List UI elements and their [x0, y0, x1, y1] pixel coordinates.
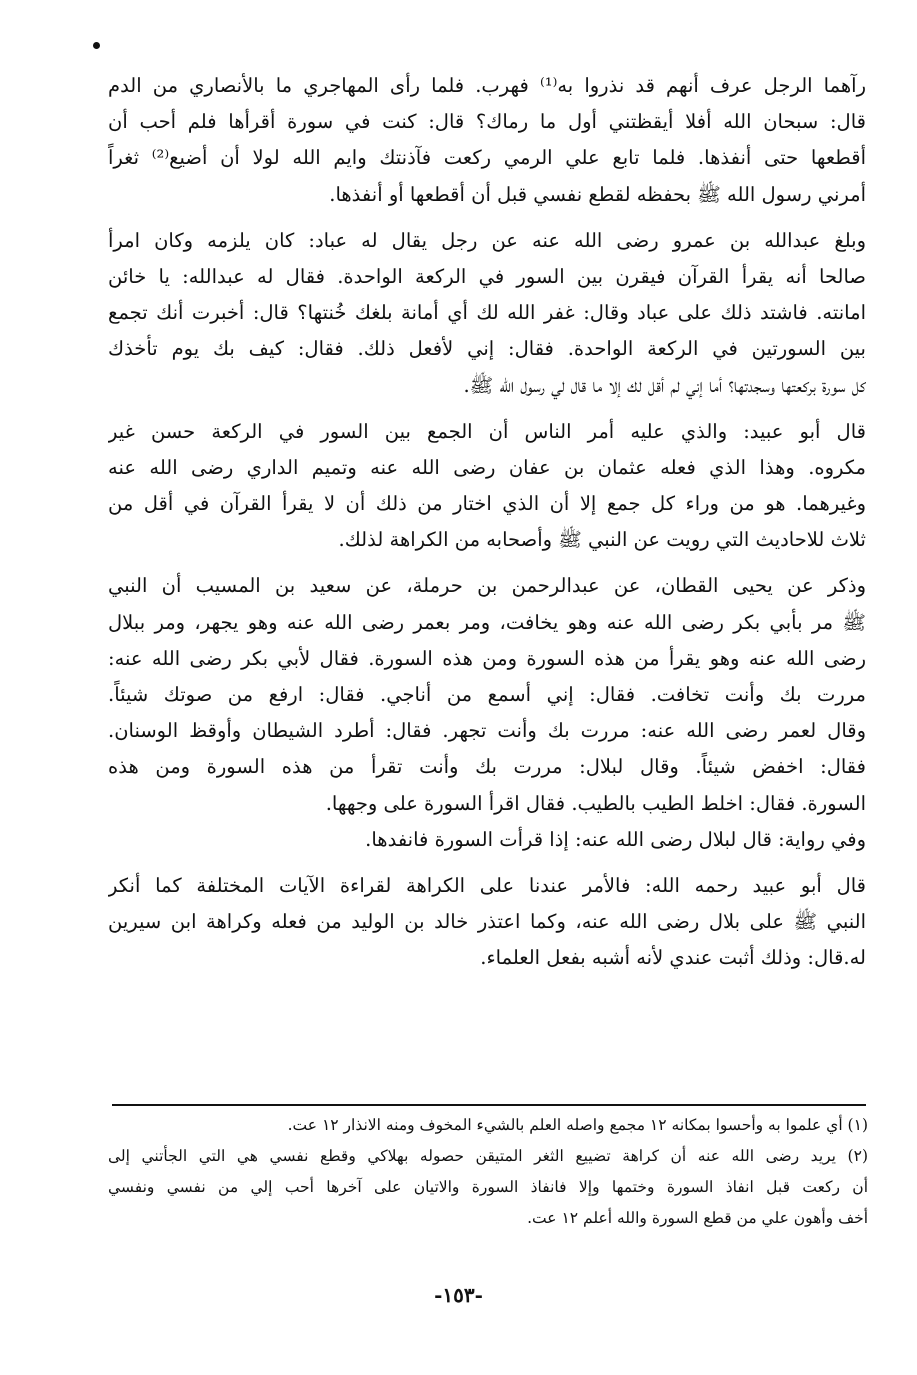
text-line: مكروه. وهذا الذي فعله عثمان بن عفان رضى الله عنه وتميم الداري رضى الله عنه	[108, 455, 866, 479]
paragraph-5	[108, 868, 866, 977]
footnote-line: (١) أي علموا به وأحسوا بمكانه ١٢ مجمع واصله العلم بالشيء المخوف ومنه الانذار ١٢ عت.	[287, 1116, 868, 1134]
text-line: وفي رواية: قال لبلال رضى الله عنه: إذا قرأت السورة فانفدها.	[365, 827, 866, 851]
corner-dot-mark	[93, 42, 100, 49]
text-line: امانته. فاشتد ذلك على عباد وقال: غفر الله لك أي أمانة بلغك خُنتها؟ قال: أخبرت أنك تجمع	[108, 301, 866, 325]
text-line: مررت بك وأنت تخافت. فقال: إني أسمع من أناجي. فقال: ارفع من صوتك شيئاً.	[108, 683, 866, 706]
text-line: له.قال: وذلك أثبت عندي لأنه أشبه بفعل العلماء.	[480, 946, 866, 970]
text-line: وقال لعمر رضى الله عنه: مررت بك وأنت تجهر. فقال: أطرد الشيطان وأوقظ الوسنان.	[108, 719, 866, 743]
paragraph-1	[108, 68, 866, 213]
footnote-line: أخف وأهون علي من قطع السورة والله أعلم ١٢ عت.	[527, 1209, 868, 1227]
text-line: السورة. فقال: اخلط الطيب بالطيب. فقال اقرأ السورة على وجهها.	[325, 791, 866, 815]
main-text	[108, 68, 866, 987]
text-line: أقطعها حتى أنفذها. فلما تابع علي الرمي ركعت فآذنتك وايم الله لولا أن أضيع⁽²⁾ ثغراً	[108, 146, 866, 170]
text-line: قال: سبحان الله أفلا أيقظتني أول ما رماك؟ قال: كنت في سورة أقرأها فلم أحب أن	[108, 110, 866, 134]
text-line: رضى الله عنه وهو يقرأ من هذه السورة ومن هذه السورة. فقال لأبي بكر رضى الله عنه:	[108, 646, 866, 670]
text-line: ﷺ مر بأبي بكر رضى الله عنه وهو يخافت، ومر بعمر رضى الله عنه وهو يجهر، ومر ببلال	[108, 610, 866, 634]
text-line: صالحا أنه يقرأ القرآن فيقرن بين السور في الركعة الواحدة. فقال له عبدالله: يا خائن	[108, 264, 866, 288]
paragraph-3	[108, 414, 866, 559]
paragraph-4	[108, 568, 866, 858]
text-line: ثلاث للاحاديث التي رويت عن النبي ﷺ وأصحابه من الكراهة لذلك.	[338, 528, 866, 552]
text-line: وبلغ عبدالله بن عمرو رضى الله عنه عن رجل يقال له عباد: كان يلزمه وكان امرأ	[108, 228, 866, 252]
text-line: النبي ﷺ على بلال رضى الله عنه، وكما اعتذر خالد بن الوليد من فعله وكراهة ابن سيرين	[108, 910, 866, 934]
text-line: فقال: اخفض شيئاً. وقال لبلال: مررت بك وأنت تقرأ من هذه السورة ومن هذه	[108, 755, 866, 779]
footnotes	[108, 1110, 868, 1234]
text-line: وغيرهما. هو من وراء كل جمع إلا أن الذي اختار من ذلك أن لا يقرأ القرآن في أقل من	[108, 492, 866, 516]
text-line: قال أبو عبيد: والذي عليه أمر الناس أن الجمع بين السور في الركعة حسن غير	[108, 419, 866, 443]
footnote-line: (٢) يريد رضى الله عنه أن كراهة تضييع الثغر المتيقن حصوله بهلاكي وقطع نفسي هي التي الجأتني إلى	[108, 1147, 868, 1165]
text-line: قال أبو عبيد رحمه الله: فالأمر عندنا على الكراهة لقراءة الآيات المختلفة كما أنكر	[108, 873, 866, 897]
footnote-divider	[112, 1104, 866, 1106]
text-line: وذكر عن يحيى القطان، عن عبدالرحمن بن حرملة، عن سعيد بن المسيب أن النبي	[108, 574, 866, 598]
text-line: رآهما الرجل عرف أنهم قد نذروا به⁽¹⁾ فهرب. فلما رأى المهاجري ما بالأنصاري من الدم	[108, 74, 866, 97]
footnote-1	[108, 1110, 868, 1141]
text-line: كل سورة بركعتها وسجدتها؟ أما إني لم أقل لك إلا ما قال لي رسول الله ﷺ.	[463, 373, 866, 397]
footnote-line: أن ركعت قبل انفاذ السورة وختمها وإلا فانفاذ السورة والاتيان على آخرها أحب إلي من نفسي ونفسي	[108, 1178, 868, 1196]
page-number: -١٥٣-	[434, 1283, 483, 1307]
text-line: بين السورتين في الركعة الواحدة. فقال: إني لأفعل ذلك. فقال: كيف بك يوم تأخذك	[108, 337, 866, 361]
text-line: أمرني رسول الله ﷺ بحفظه لقطع نفسي قبل أن أقطعها أو أنفذها.	[329, 182, 866, 206]
paragraph-2	[108, 223, 866, 404]
footnote-2	[108, 1141, 868, 1234]
